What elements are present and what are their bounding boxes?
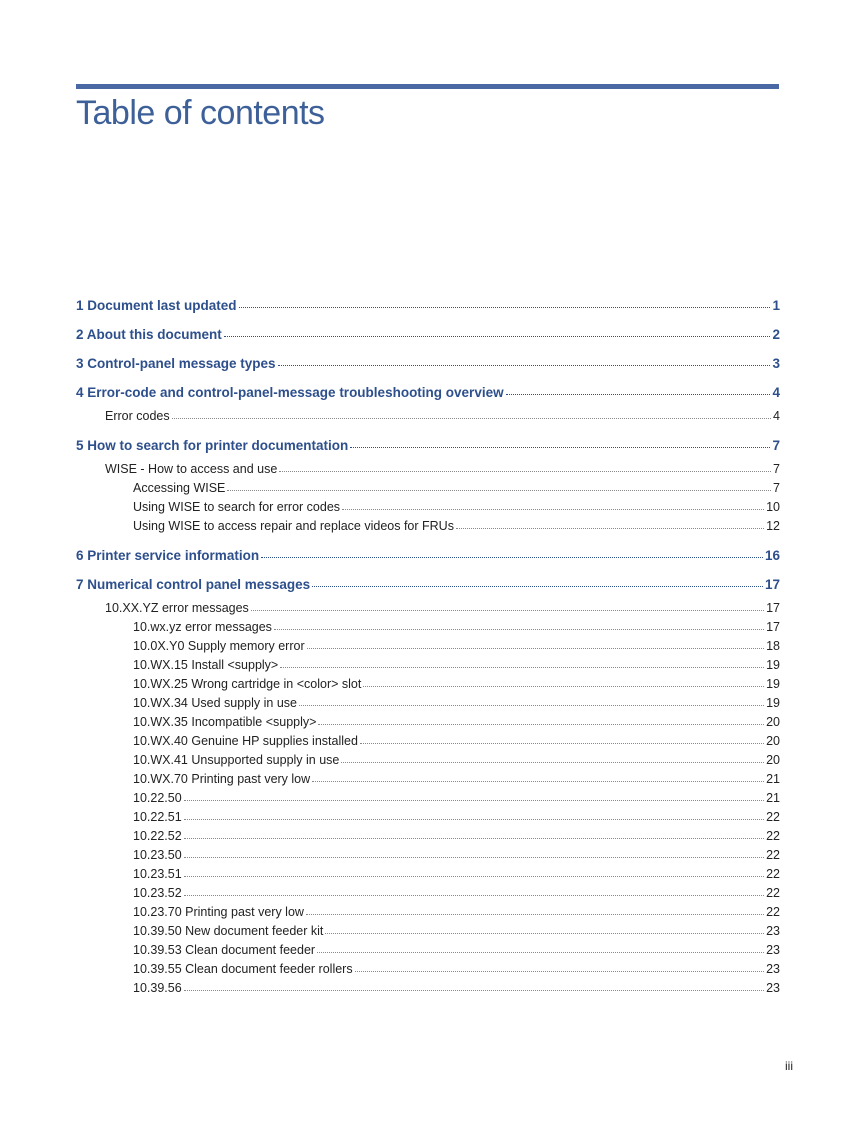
dot-leader (274, 628, 764, 630)
toc-entry-level-1[interactable] (76, 577, 780, 596)
toc-entry-title: Error codes (105, 409, 170, 423)
toc-entry-page: 20 (766, 753, 780, 767)
toc-entry-page: 4 (772, 385, 780, 400)
toc-entry-page: 22 (766, 848, 780, 862)
dot-leader (184, 818, 764, 820)
toc-entry-level-2[interactable] (76, 601, 780, 620)
toc-entry-title: 10.wx.yz error messages (133, 620, 272, 634)
toc-entry-title: 5 How to search for printer documentation (76, 438, 349, 453)
toc-entry-title: 10.WX.40 Genuine HP supplies installed (133, 734, 358, 748)
toc-entry-title: 10.22.51 (133, 810, 182, 824)
toc-entry-page: 22 (766, 886, 780, 900)
toc-entry-page: 22 (766, 867, 780, 881)
dot-leader (251, 609, 764, 611)
toc-entry-level-3[interactable] (76, 981, 780, 1000)
toc-entry-title: 10.39.53 Clean document feeder (133, 943, 316, 957)
toc-entry-title: 10.23.51 (133, 867, 182, 881)
toc-entry-title: 10.22.50 (133, 791, 182, 805)
toc-entry-page: 21 (766, 772, 780, 786)
toc-entry-level-1[interactable] (76, 438, 780, 457)
toc-entry-title: 1 Document last updated (76, 298, 237, 313)
toc-entry-page: 17 (766, 620, 780, 634)
toc-entry-page: 16 (764, 548, 780, 563)
toc-entry-title: 10.WX.34 Used supply in use (133, 696, 297, 710)
dot-leader (342, 508, 764, 510)
toc-entry-level-3[interactable] (76, 867, 780, 886)
toc-entry-level-1[interactable] (76, 548, 780, 567)
toc-entry-page: 1 (772, 298, 780, 313)
dot-leader (279, 470, 771, 472)
toc-entry-title: 10.WX.35 Incompatible <supply> (133, 715, 317, 729)
toc-entry-title: 10.23.50 (133, 848, 182, 862)
toc-entry-level-3[interactable] (76, 500, 780, 519)
toc-entry-level-1[interactable] (76, 385, 780, 404)
toc-entry-title: Accessing WISE (133, 481, 226, 495)
dot-leader (506, 393, 771, 395)
toc-entry-page: 12 (766, 519, 780, 533)
toc-entry-page: 17 (764, 577, 780, 592)
toc-entry-page: 19 (766, 696, 780, 710)
toc-entry-level-3[interactable] (76, 696, 780, 715)
toc-entry-title: 2 About this document (76, 327, 222, 342)
toc-entry-title: 10.39.56 (133, 981, 182, 995)
toc-entry-level-3[interactable] (76, 810, 780, 829)
dot-leader (280, 666, 764, 668)
toc-entry-page: 7 (773, 462, 780, 476)
dot-leader (184, 989, 764, 991)
toc-entry-page: 19 (766, 677, 780, 691)
toc-entry-title: 7 Numerical control panel messages (76, 577, 311, 592)
dot-leader (360, 742, 764, 744)
toc-entry-title: Using WISE to search for error codes (133, 500, 341, 514)
toc-entry-level-2[interactable] (76, 462, 780, 481)
toc-entry-page: 23 (766, 962, 780, 976)
dot-leader (307, 647, 764, 649)
dot-leader (299, 704, 764, 706)
dot-leader (325, 932, 764, 934)
toc-entry-level-1[interactable] (76, 298, 780, 317)
toc-entry-page: 22 (766, 905, 780, 919)
toc-entry-page: 20 (766, 734, 780, 748)
toc-entry-level-3[interactable] (76, 943, 780, 962)
dot-leader (172, 417, 771, 419)
toc-entry-level-3[interactable] (76, 639, 780, 658)
toc-entry-level-1[interactable] (76, 356, 780, 375)
dot-leader (184, 799, 764, 801)
toc-entry-level-3[interactable] (76, 886, 780, 905)
toc-entry-level-3[interactable] (76, 905, 780, 924)
toc-entry-level-3[interactable] (76, 620, 780, 639)
dot-leader (184, 894, 764, 896)
dot-leader (239, 306, 771, 308)
toc-entry-level-3[interactable] (76, 848, 780, 867)
toc-entry-title: 10.23.52 (133, 886, 182, 900)
toc-entry-page: 22 (766, 810, 780, 824)
toc-entry-level-2[interactable] (76, 409, 780, 428)
toc-entry-level-3[interactable] (76, 753, 780, 772)
dot-leader (363, 685, 764, 687)
toc-entry-title: 10.WX.15 Install <supply> (133, 658, 279, 672)
dot-leader (341, 761, 764, 763)
toc-entry-page: 7 (772, 438, 780, 453)
toc-entry-page: 20 (766, 715, 780, 729)
toc-entry-page: 23 (766, 981, 780, 995)
toc-entry-page: 18 (766, 639, 780, 653)
dot-leader (278, 364, 771, 366)
dot-leader (184, 856, 764, 858)
toc-entry-title: 10.0X.Y0 Supply memory error (133, 639, 305, 653)
toc-entry-page: 23 (766, 924, 780, 938)
toc-entry-level-3[interactable] (76, 519, 780, 538)
dot-leader (184, 875, 764, 877)
toc-entry-level-3[interactable] (76, 734, 780, 753)
toc-entry-page: 10 (766, 500, 780, 514)
table-of-contents (76, 298, 780, 1000)
dot-leader (306, 913, 764, 915)
toc-entry-level-1[interactable] (76, 327, 780, 346)
toc-entry-title: 4 Error-code and control-panel-message troubleshooting overview (76, 385, 504, 400)
toc-entry-level-3[interactable] (76, 481, 780, 500)
dot-leader (355, 970, 765, 972)
toc-entry-title: 10.39.55 Clean document feeder rollers (133, 962, 353, 976)
dot-leader (261, 556, 763, 558)
page-number: iii (785, 1059, 793, 1073)
toc-entry-level-3[interactable] (76, 772, 780, 791)
dot-leader (312, 780, 764, 782)
toc-entry-page: 4 (773, 409, 780, 423)
toc-entry-title: 10.23.70 Printing past very low (133, 905, 304, 919)
toc-entry-level-3[interactable] (76, 962, 780, 981)
toc-entry-page: 7 (773, 481, 780, 495)
toc-entry-page: 17 (766, 601, 780, 615)
dot-leader (184, 837, 764, 839)
dot-leader (318, 723, 764, 725)
dot-leader (312, 585, 763, 587)
toc-entry-title: 10.22.52 (133, 829, 182, 843)
dot-leader (317, 951, 764, 953)
toc-entry-level-3[interactable] (76, 677, 780, 696)
toc-entry-title: 6 Printer service information (76, 548, 260, 563)
toc-entry-level-3[interactable] (76, 715, 780, 734)
toc-entry-level-3[interactable] (76, 924, 780, 943)
toc-entry-page: 2 (772, 327, 780, 342)
toc-entry-title: 10.39.50 New document feeder kit (133, 924, 324, 938)
toc-entry-page: 19 (766, 658, 780, 672)
toc-entry-title: 10.XX.YZ error messages (105, 601, 249, 615)
toc-entry-title: 10.WX.25 Wrong cartridge in <color> slot (133, 677, 362, 691)
toc-entry-level-3[interactable] (76, 658, 780, 677)
toc-entry-title: WISE - How to access and use (105, 462, 278, 476)
toc-entry-page: 3 (772, 356, 780, 371)
dot-leader (224, 335, 771, 337)
toc-entry-page: 22 (766, 829, 780, 843)
toc-entry-page: 21 (766, 791, 780, 805)
toc-entry-title: 10.WX.41 Unsupported supply in use (133, 753, 340, 767)
toc-entry-title: Using WISE to access repair and replace videos for FRUs (133, 519, 454, 533)
page-title: Table of contents (76, 94, 325, 132)
dot-leader (456, 527, 764, 529)
toc-entry-level-3[interactable] (76, 829, 780, 848)
toc-entry-title: 10.WX.70 Printing past very low (133, 772, 311, 786)
toc-entry-level-3[interactable] (76, 791, 780, 810)
title-rule (76, 84, 779, 89)
toc-entry-title: 3 Control-panel message types (76, 356, 276, 371)
dot-leader (227, 489, 771, 491)
toc-entry-page: 23 (766, 943, 780, 957)
dot-leader (350, 446, 770, 448)
